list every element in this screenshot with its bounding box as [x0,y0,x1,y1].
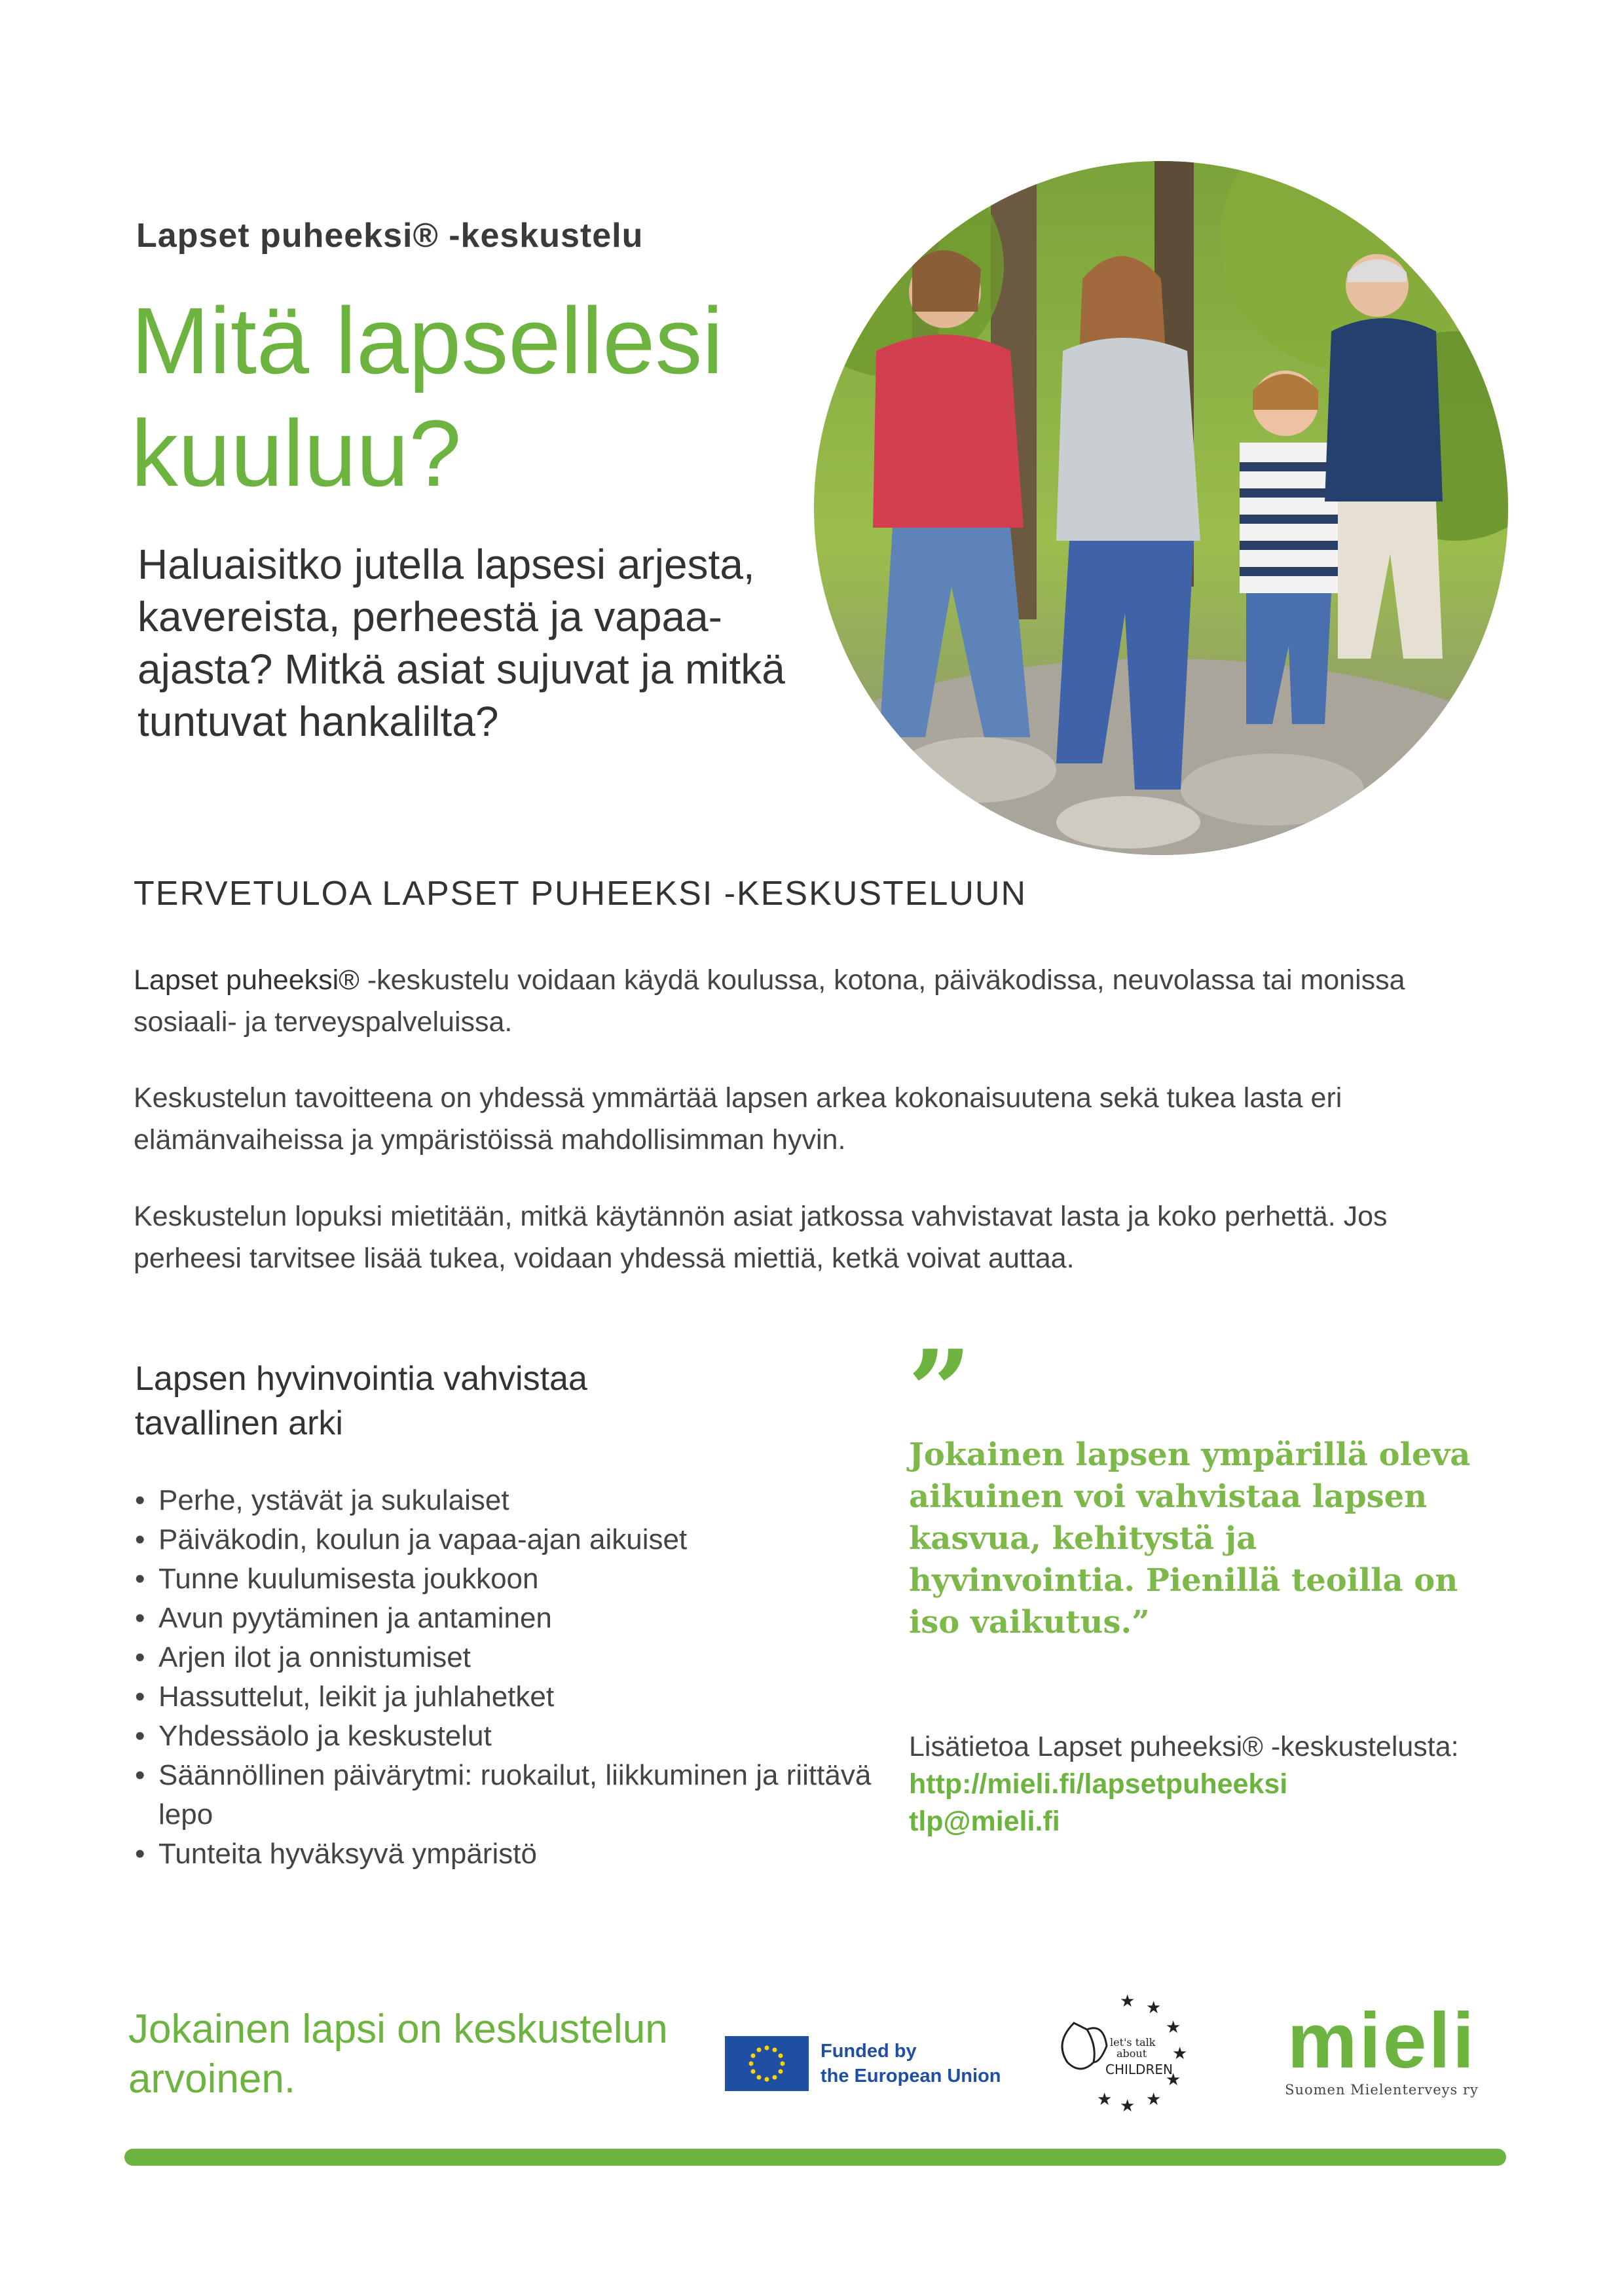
svg-text:★: ★ [1120,1992,1135,2011]
eu-funding-logo [725,2036,1001,2091]
eu-text-line-2: the European Union [821,2066,1001,2086]
eu-text-line-1: Funded by [821,2041,917,2062]
mieli-logo [1277,1997,1486,2098]
quote-text: Jokainen lapsen ympärillä oleva aikuinen voi vahvistaa lapsen kasvua, kehitystä ja hyvinvointia. Pienillä teoilla on iso vaikutus.” [909,1436,1471,1641]
list-item: • Hassuttelut, leikit ja juhlahetket [135,1677,888,1717]
list-item: • Tunteita hyväksyvä ympäristö [135,1834,888,1874]
list-item: • Säännöllinen päivärytmi: ruokailut, liikkuminen ja riittävä lepo [135,1756,888,1834]
quote-mark-icon: ” [908,1326,972,1457]
svg-text:★: ★ [1146,1998,1162,2018]
eyebrow-heading: Lapset puheeksi® -keskustelu [136,217,644,255]
intro-paragraph-text: -keskustelu voidaan käydä koulussa, kotona, päiväkodissa, neuvolassa tai monissa sosiaali- ja terveyspalveluissa. [134,964,1405,1038]
lead-paragraph: Haluaisitko jutella lapsesi arjesta, kavereista, perheestä ja vapaa-ajasta? Mitkä asiat sujuvat ja mitkä tuntuvat hankalilta? [138,541,785,745]
mieli-subtitle: Suomen Mielenterveys ry [1285,2082,1479,2098]
page-title: Mitä lapsellesi kuuluu? [131,288,724,506]
conclusion-paragraph: Keskustelun lopuksi mietitään, mitkä käytännön asiat jatkossa vahvistavat lasta ja koko perhettä. Jos perheesi tarvitsee lisää tukea, voidaan yhdessä miettiä, ketkä voivat auttaa. [134,1201,1388,1274]
eu-stars-icon [725,2036,809,2091]
svg-text:★: ★ [1172,2044,1188,2064]
section-heading: TERVETULOA LAPSET PUHEEKSI -KESKUSTELUUN [134,875,1027,913]
mieli-wordmark: mieli [1287,1997,1477,2085]
list-item: • Perhe, ystävät ja sukulaiset [135,1481,888,1520]
more-info-label: Lisätietoa Lapset puheeksi® -keskustelusta: [909,1731,1459,1762]
footer-slogan: Jokainen lapsi on keskustelun arvoinen. [128,2007,668,2102]
photo-illustration [814,161,1508,855]
footer-green-bar [124,2149,1506,2166]
list-item: • Yhdessäolo ja keskustelut [135,1717,888,1756]
svg-text:★: ★ [1097,2090,1113,2109]
eu-flag-icon [725,2036,809,2091]
goal-paragraph: Keskustelun tavoitteena on yhdessä ymmärtää lapsen arkea kokonaisuutena sekä tukea lasta eri elämänvaiheissa ja ympäristöissä mahdollisimman hyvin. [134,1082,1342,1156]
email-link[interactable]: tlp@mieli.fi [909,1806,1060,1837]
more-info [909,1728,1498,1840]
wellbeing-list [135,1481,888,1874]
brand-name: Lapset puheeksi® [134,964,360,996]
svg-text:let's talk: let's talk [1110,2036,1156,2049]
wellbeing-heading: Lapsen hyvinvointia vahvistaa tavallinen arki [135,1360,587,1442]
family-hiking-photo [814,161,1508,855]
list-item: • Avun pyytäminen ja antaminen [135,1599,888,1638]
website-link[interactable]: http://mieli.fi/lapsetpuheeksi [909,1768,1288,1800]
svg-text:★: ★ [1166,2018,1181,2037]
list-item: • Tunne kuulumisesta joukkoon [135,1559,888,1599]
svg-text:CHILDREN: CHILDREN [1105,2062,1173,2077]
svg-text:about: about [1116,2047,1147,2060]
list-item: • Arjen ilot ja onnistumiset [135,1638,888,1677]
butterfly-stars-icon [1048,1984,1205,2115]
svg-text:★: ★ [1146,2090,1162,2109]
svg-text:★: ★ [1166,2070,1181,2090]
intro-paragraph [134,959,1502,1043]
list-item: • Päiväkodin, koulun ja vapaa-ajan aikuiset [135,1520,888,1559]
lets-talk-about-children-logo [1048,1984,1205,2115]
svg-text:★: ★ [1120,2096,1135,2115]
